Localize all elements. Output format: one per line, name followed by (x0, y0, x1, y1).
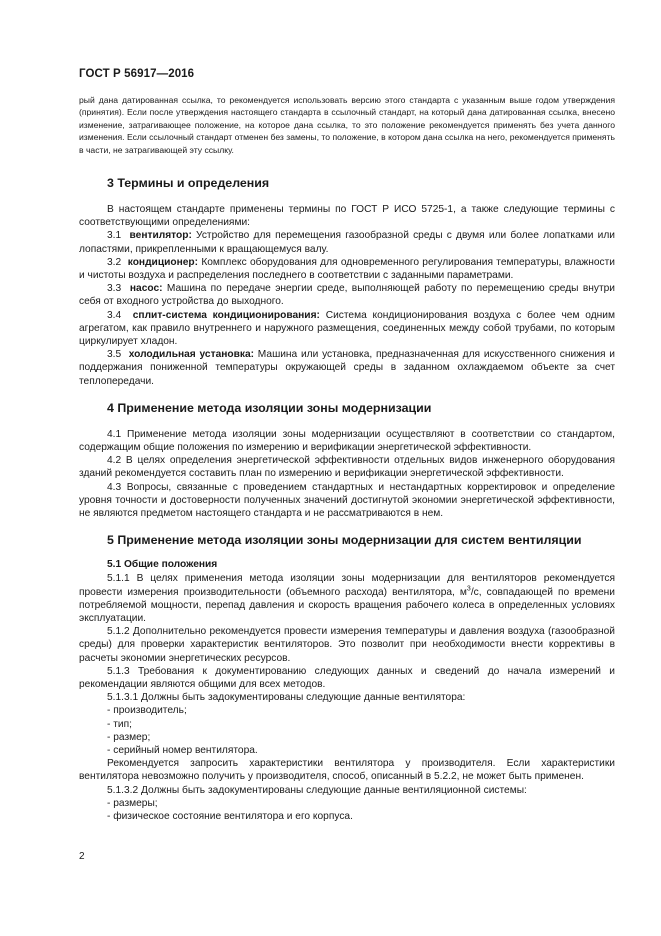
subsection-5-1-heading: 5.1 Общие положения (107, 559, 218, 571)
term-definition: Система кондиционирования воздуха с более чем одним агрегатом, как правило внутреннего и наружного размещения, соединенных между собой трубами, по которым циркулирует хладон. (79, 309, 615, 348)
term-definition: Машина или установка, предназначенная для искусственного снижения и поддержания пониженной температуры окружающей среды в заданном охлаждаемом объекте за счет теплопередачи. (79, 349, 615, 387)
term-label: холодильная установка: (128, 349, 255, 361)
section-3-heading: 3 Термины и определения (107, 176, 270, 191)
page-number: 2 (79, 851, 85, 862)
term-label: сплит-система кондиционирования: (132, 309, 320, 321)
term-label: насос: (129, 283, 163, 295)
list-item: - серийный номер вентилятора. (107, 744, 258, 756)
paragraph-5-1-1: 5.1.1 В целях применения метода изоляции зоны модернизации для вентиляторов рекомендуется провести измерения производительности (объемного расхода) вентилятора, $м^3/с$, совпадающей по времени потребляемой мощности, перепад давления и скорость вращения рабочего колеса в определенных условиях эксплуатации. (79, 573, 615, 624)
paragraph-4-2: 4.2 В целях определения энергетической эффективности отдельных видов инженерного оборудования зданий рекомендуется составить план по измерению и верификации энергетической эффективности. (79, 455, 615, 480)
intro-paragraph (79, 94, 615, 156)
list-item: - производитель; (107, 705, 187, 717)
document-body (79, 94, 615, 823)
term-label: вентилятор: (129, 230, 192, 242)
list-item: - физическое состояние вентилятора и его корпуса. (107, 810, 353, 822)
list-item: - размер; (107, 731, 151, 743)
paragraph-5-1-3-2: 5.1.3.2 Должны быть задокументированы следующие данные вентиляционной системы: (107, 784, 527, 796)
term-3-3: 3.3 насос: Машина по передаче энергии среде, выполняющей работу по перемещению среды внутри себя от входного устройства до выходного. (79, 283, 615, 308)
term-definition: Комплекс оборудования для одновременного регулирования температуры, влажности и чистоты воздуха и распределения последнего в соответствии с заданными параметрами. (79, 256, 615, 282)
term-definition: Устройство для перемещения газообразной среды с двумя или более лопатками или лопастями, прикрепленными к вращающемуся валу. (79, 230, 615, 255)
paragraph-4-1: 4.1 Применение метода изоляции зоны модернизации осуществляют в соответствии со стандартом, содержащим общие положения по измерению и верификации энергетической эффективности. (79, 428, 615, 454)
term-3-2: 3.2 кондиционер: Комплекс оборудования для одновременного регулирования температуры, влажности и чистоты воздуха и распределения последнего в соответствии с заданными параметрами. (79, 256, 615, 282)
section-5-heading: 5 Применение метода изоляции зоны модернизации для систем вентиляции (107, 533, 582, 548)
section-3-intro: В настоящем стандарте применены термины по ГОСТ Р ИСО 5725-1, а также следующие термины с соответствующими определениями: (79, 204, 615, 229)
document-header: ГОСТ Р 56917—2016 (79, 68, 195, 80)
list-item: - тип; (107, 718, 132, 730)
term-3-5: 3.5 холодильная установка: Машина или установка, предназначенная для искусственного снижения и поддержания пониженной температуры окружающей среды в заданном охлаждаемом объекте за счет теплопередачи. (79, 349, 615, 387)
term-label: кондиционер: (127, 256, 199, 268)
intro-text: рый дана датированная ссылка, то рекомендуется использовать версию этого стандарта с указанным выше годом утверждения (принятия). Если после утверждения настоящего стандарта в ссылочный стандарт, на который дана датированная ссылка, внесено изменение, затрагивающее положение, на которое дана ссылка, то это положение рекомендуется применять без учета данного изменения. Если ссылочный стандарт отменен без замены, то положение, в котором дана ссылка на него, рекомендуется применять в части, не затрагивающей эту ссылку. (79, 95, 615, 155)
paragraph-5-1-3-1: 5.1.3.1 Должны быть задокументированы следующие данные вентилятора: (107, 692, 466, 704)
paragraph-recommendation: Рекомендуется запросить характеристики вентилятора у производителя. Если характеристики вентилятора невозможно получить у производителя, способ, описанный в 5.2.2, не может быть применен. (79, 758, 615, 783)
term-3-4: 3.4 сплит-система кондиционирования: Система кондиционирования воздуха с более чем одним агрегатом, как правило внутреннего и наружного размещения, соединенных между собой трубами, по которым циркулирует хладон. (79, 309, 615, 348)
paragraph-5-1-3: 5.1.3 Требования к документированию следующих данных и сведений до начала измерений и рекомендации являются общими для всех методов. (79, 665, 615, 690)
list-item: - размеры; (107, 797, 158, 809)
paragraph-4-3: 4.3 Вопросы, связанные с проведением стандартных и нестандартных корректировок и определение уровня точности и достоверности полученных значений достигнутой экономии энергетической эффективности, не являются предметом настоящего стандарта и не рассматриваются в нем. (79, 481, 615, 520)
term-3-1: 3.1 вентилятор: Устройство для перемещения газообразной среды с двумя или более лопатками или лопастями, прикрепленными к вращающемуся валу. (79, 230, 615, 255)
term-definition: Машина по передаче энергии среде, выполняющей работу по перемещению среды внутри себя от входного устройства до выходного. (79, 283, 615, 308)
section-4-heading: 4 Применение метода изоляции зоны модернизации (107, 400, 432, 415)
paragraph-5-1-2: 5.1.2 Дополнительно рекомендуется провести измерения температуры и давления воздуха (газообразной среды) для проверки характеристик вентиляторов. Это позволит при необходимости внести коррективы в расчеты экономии энергетических ресурсов. (79, 626, 615, 664)
